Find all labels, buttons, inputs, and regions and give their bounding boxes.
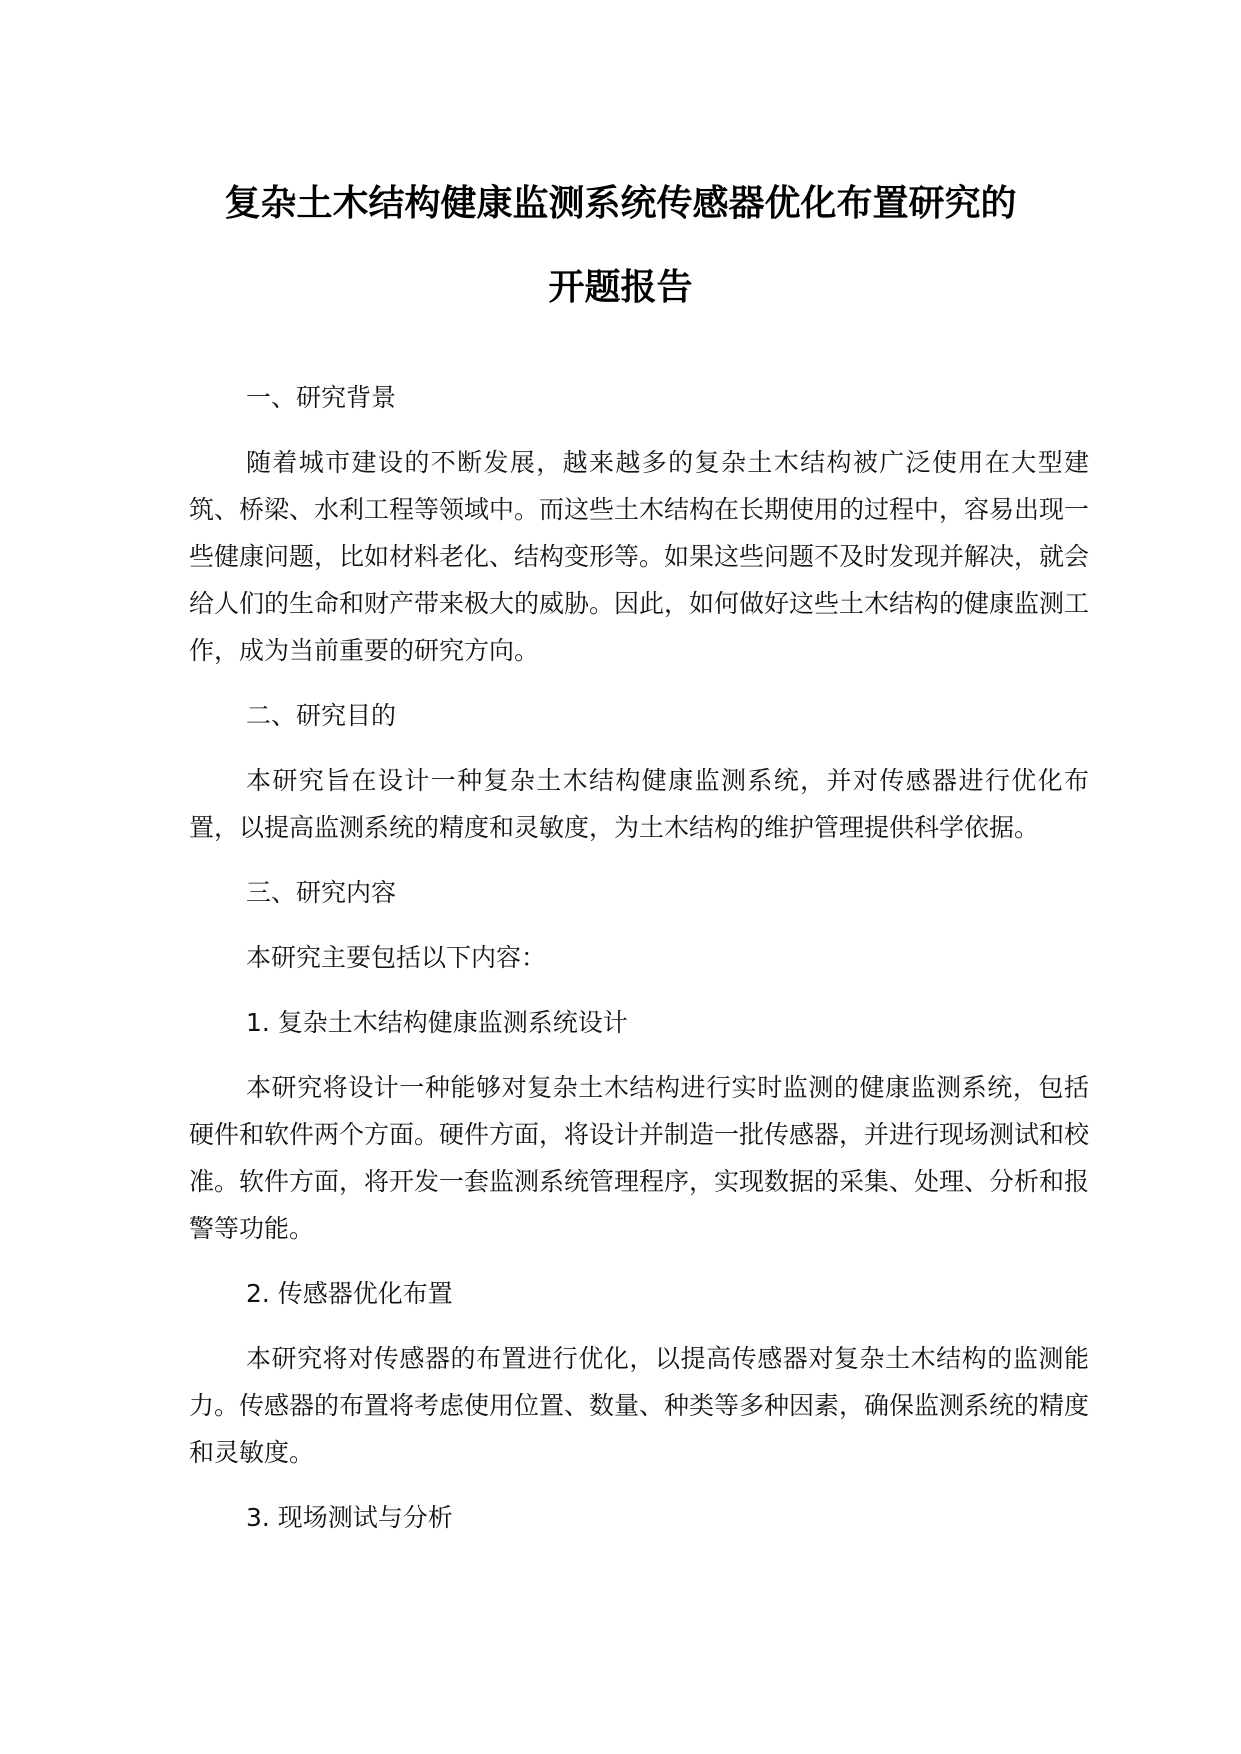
- paragraph: 本研究将设计一种能够对复杂土木结构进行实时监测的健康监测系统，包括硬件和软件两个方面。硬件方面，将设计并制造一批传感器，并进行现场测试和校准。软件方面，将开发一套监测系统管理程序，实现数据的采集、处理、分析和报警等功能。: [189, 1073, 1090, 1243]
- document-title-line-2: 开题报告: [548, 267, 693, 308]
- paragraph: 本研究旨在设计一种复杂土木结构健康监测系统，并对传感器进行优化布置，以提高监测系统的精度和灵敏度，为土木结构的维护管理提供科学依据。: [189, 766, 1089, 842]
- section-heading: 二、研究目的: [246, 701, 397, 730]
- document-title-line-1: 复杂土木结构健康监测系统传感器优化布置研究的: [224, 183, 1017, 224]
- paragraph: 本研究将对传感器的布置进行优化，以提高传感器对复杂土木结构的监测能力。传感器的布置将考虑使用位置、数量、种类等多种因素，确保监测系统的精度和灵敏度。: [189, 1344, 1090, 1467]
- subsection-heading: 3. 现场测试与分析: [246, 1503, 453, 1532]
- intro-line: 本研究主要包括以下内容：: [246, 943, 547, 972]
- section-heading: 一、研究背景: [246, 383, 397, 412]
- section-heading: 三、研究内容: [246, 878, 397, 907]
- paragraph: 随着城市建设的不断发展，越来越多的复杂土木结构被广泛使用在大型建筑、桥梁、水利工程等领域中。而这些土木结构在长期使用的过程中，容易出现一些健康问题，比如材料老化、结构变形等。如果这些问题不及时发现并解决，就会给人们的生命和财产带来极大的威胁。因此，如何做好这些土木结构的健康监测工作，成为当前重要的研究方向。: [189, 448, 1090, 665]
- subsection-heading: 1. 复杂土木结构健康监测系统设计: [246, 1008, 628, 1037]
- subsection-heading: 2. 传感器优化布置: [246, 1279, 453, 1308]
- document-body: [189, 374, 1089, 1541]
